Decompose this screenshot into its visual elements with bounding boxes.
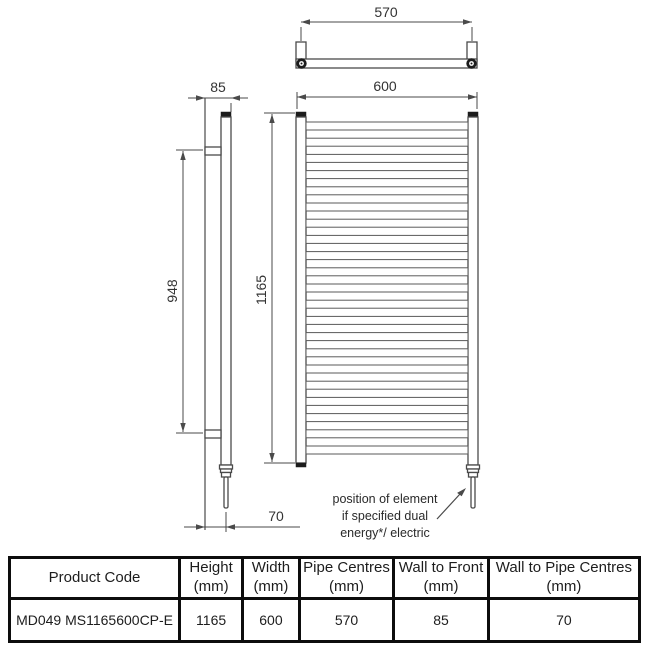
col-header-label: Wall to Front <box>398 559 484 577</box>
rail-bar <box>296 59 477 68</box>
arrowhead <box>269 114 274 123</box>
rung <box>306 154 468 162</box>
col-header-label: Wall to Pipe Centres <box>495 559 632 577</box>
spec-table-header-row <box>10 558 640 599</box>
col-header-label: Height <box>189 559 233 577</box>
col-header-height <box>180 558 243 599</box>
dim-label-wall-to-pipe: 70 <box>268 508 284 524</box>
arrowhead <box>196 524 205 529</box>
rung <box>306 171 468 179</box>
rung <box>306 235 468 243</box>
dim-label-height: 1165 <box>253 274 269 306</box>
tube-right <box>468 117 478 465</box>
wall-bracket <box>205 147 221 155</box>
arrowhead <box>226 524 235 529</box>
spec-table-container <box>8 556 641 640</box>
rung <box>306 397 468 405</box>
col-header-pipe-centres <box>299 558 394 599</box>
col-header-wall-to-pipe-centres <box>488 558 639 599</box>
col-header-label: Pipe Centres <box>303 559 390 577</box>
rung <box>306 138 468 146</box>
rung <box>306 414 468 422</box>
dim-label-wall-to-front: 85 <box>210 79 226 95</box>
wall-bracket <box>205 430 221 438</box>
rung <box>306 446 468 454</box>
col-header-width <box>243 558 300 599</box>
rung <box>306 349 468 357</box>
tube-top-cap <box>296 112 306 117</box>
rung <box>306 430 468 438</box>
col-header-label: Width <box>251 559 291 577</box>
pipe-connector-dot <box>471 63 473 65</box>
front-view <box>253 78 480 508</box>
tube-left <box>296 117 306 463</box>
arrowhead <box>463 19 472 24</box>
col-header-unit: (mm) <box>253 578 289 595</box>
arrowhead <box>231 95 240 100</box>
arrowhead <box>297 94 306 99</box>
spec-table-data-row <box>10 599 640 642</box>
arrowhead <box>180 151 185 160</box>
annotation-arrow-line <box>437 494 460 519</box>
rung <box>306 122 468 130</box>
rung <box>306 252 468 260</box>
rung <box>306 333 468 341</box>
rung <box>306 268 468 276</box>
front-view-rungs <box>306 122 468 454</box>
cell-pipe-centres: 570 <box>299 599 394 642</box>
spec-table <box>8 556 641 643</box>
rung <box>306 381 468 389</box>
cell-height: 1165 <box>180 599 243 642</box>
cell-wall-to-front: 85 <box>394 599 489 642</box>
col-header-unit: (mm) <box>546 578 582 595</box>
bracket <box>296 42 306 61</box>
arrowhead <box>468 94 477 99</box>
col-header-unit: (mm) <box>193 578 229 595</box>
col-header-label: Product Code <box>48 568 141 586</box>
electric-element-side <box>220 465 233 508</box>
pipe-connector-dot <box>301 63 303 65</box>
side-view <box>164 79 300 532</box>
annotation-line-3: energy*/ electric <box>340 526 430 540</box>
cell-width: 600 <box>243 599 300 642</box>
rung <box>306 284 468 292</box>
bracket <box>467 42 477 61</box>
dim-label-bracket-centres: 948 <box>164 279 180 303</box>
rung <box>306 203 468 211</box>
arrowhead <box>196 95 205 100</box>
element-fitting <box>222 473 231 478</box>
element-annotation <box>333 488 466 540</box>
element-fitting <box>469 473 478 478</box>
col-header-unit: (mm) <box>423 578 459 595</box>
cell-product-code: MD049 MS1165600CP-E <box>10 599 180 642</box>
element-rod <box>224 477 228 508</box>
element-rod <box>471 477 475 508</box>
col-header-unit: (mm) <box>329 578 365 595</box>
annotation-line-2: if specified dual <box>341 509 429 523</box>
tube-top-cap <box>221 112 231 117</box>
dim-label-pipe-centres: 570 <box>374 4 398 20</box>
rung <box>306 300 468 308</box>
tube-side <box>221 117 231 465</box>
arrowhead <box>180 423 185 432</box>
col-header-product-code <box>10 558 180 599</box>
arrowhead <box>269 453 274 462</box>
top-view <box>296 4 477 69</box>
tube-bottom-cap <box>296 463 306 467</box>
cell-wall-to-pipe-centres: 70 <box>488 599 639 642</box>
rung <box>306 219 468 227</box>
annotation-line-1: position of element <box>332 492 438 506</box>
arrowhead <box>301 19 310 24</box>
electric-element <box>467 465 480 508</box>
rung <box>306 316 468 324</box>
dim-label-width: 600 <box>373 78 397 94</box>
tube-top-cap <box>468 112 478 117</box>
rung <box>306 365 468 373</box>
rung <box>306 187 468 195</box>
col-header-wall-to-front <box>394 558 489 599</box>
